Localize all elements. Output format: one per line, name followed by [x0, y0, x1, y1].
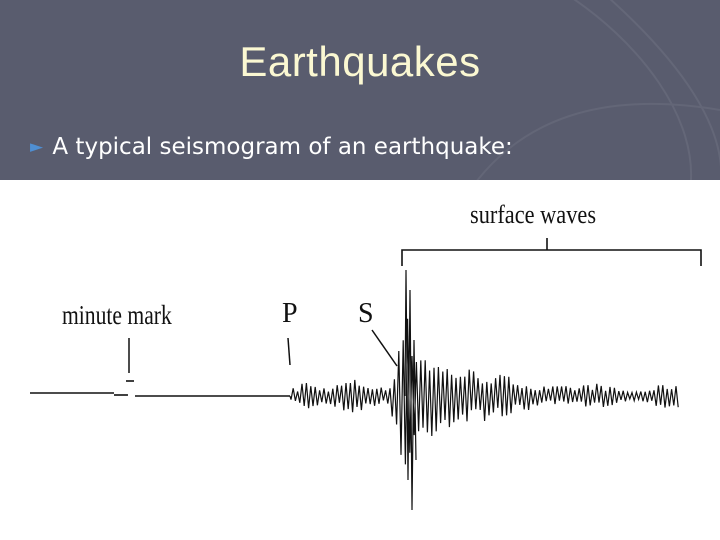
seismogram-trace	[290, 270, 678, 510]
surface-waves-bracket	[402, 238, 701, 266]
p-wave-pointer	[288, 338, 290, 365]
slide-title: Earthquakes	[239, 38, 481, 85]
p-wave-label: P	[282, 298, 298, 329]
seismogram-figure	[0, 180, 720, 540]
minute-mark-label: minute mark	[62, 300, 172, 330]
seismogram-baseline	[30, 381, 290, 396]
s-wave-label: S	[358, 298, 374, 329]
bullet-arrow-icon: ►	[30, 137, 44, 157]
s-wave-pointer	[372, 330, 397, 366]
bullet-item	[30, 134, 513, 160]
slide-header	[0, 0, 720, 180]
surface-waves-label: surface waves	[470, 200, 597, 229]
bullet-text: A typical seismogram of an earthquake:	[52, 134, 513, 160]
seismogram-svg	[0, 180, 720, 540]
